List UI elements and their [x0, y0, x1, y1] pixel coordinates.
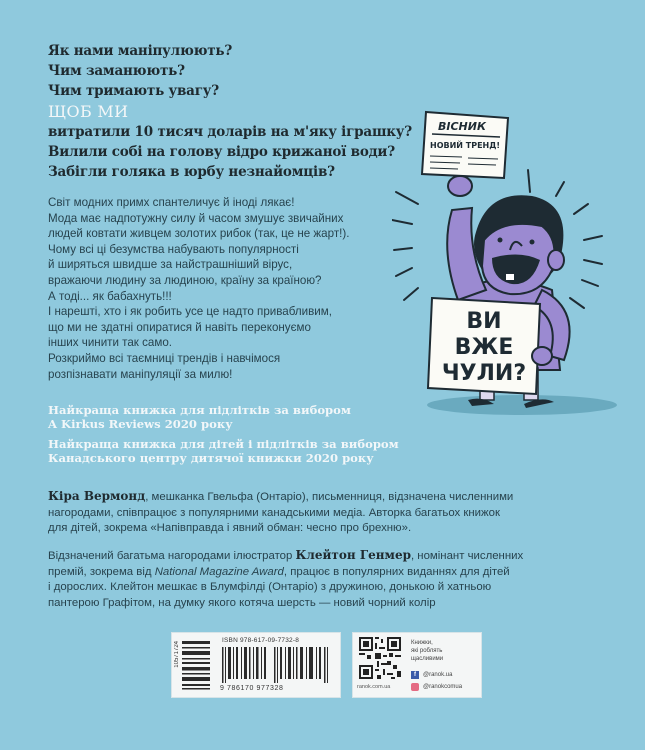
sign-board — [428, 298, 540, 394]
question-1: Як нами маніпулюють? — [48, 43, 233, 59]
slogan-line: Книжки, — [411, 640, 433, 646]
award-2 — [48, 437, 428, 465]
action-2: Вилили собі на голову відро крижаної води? — [48, 144, 395, 160]
isbn-label: ISBN 978-617-09-7732-8 — [222, 637, 300, 644]
action-1: витратили 10 тисяч доларів на м'яку іграшку? — [48, 124, 412, 140]
award-name: National Magazine Award — [154, 565, 284, 578]
blurb-line: Чому всі ці безумства набувають популярності — [48, 242, 299, 256]
instagram-icon — [411, 683, 419, 691]
blurb — [48, 195, 408, 382]
blurb-line: Розкриймо всі таємниці трендів і навчімося — [48, 351, 281, 365]
barcode-icon — [220, 647, 332, 683]
slogan-line: які роблять — [411, 648, 443, 654]
instagram-handle: @ranokcomua — [423, 684, 463, 690]
publisher-info — [352, 632, 482, 698]
bio-text: , працює в популярних виданнях для дітей — [283, 565, 510, 578]
illustration-kid-with-sign — [392, 100, 632, 420]
facebook-icon: f — [411, 671, 419, 679]
svg-text:ВЖЕ: ВЖЕ — [454, 335, 514, 360]
side-barcode-icon — [180, 639, 212, 691]
blurb-line: що ми не здатні опиратися й навіть переконуємо — [48, 320, 311, 334]
svg-text:НОВИЙ ТРЕНД!: НОВИЙ ТРЕНД! — [430, 141, 501, 150]
svg-text:ВІСНИК: ВІСНИК — [438, 120, 486, 133]
action-3: Забігли голяка в юрбу незнайомців? — [48, 164, 335, 180]
blurb-line: Світ модних примх спантеличує й іноді лякає! — [48, 196, 295, 209]
blurb-line: І нарешті, хто і як робить усе це надто привабливим, — [48, 305, 332, 319]
bio-text: , номінант численних — [410, 550, 524, 562]
svg-text:ЧУЛИ?: ЧУЛИ? — [441, 361, 527, 386]
award-line: Канадського центру дитячої книжки 2020 року — [48, 451, 374, 465]
blurb-line: інших чинити так само. — [48, 336, 172, 350]
illustrator-name: Клейтон Генмер — [295, 548, 411, 562]
bio-text: для дітей, зокрема «Напівправда і явний обман: чесно про брехню». — [48, 522, 412, 534]
slogan-line: щасливими — [411, 656, 444, 662]
facebook-handle: @ranok.ua — [423, 672, 453, 678]
website-link[interactable]: ranok.com.ua — [357, 684, 391, 690]
award-line: Найкраща книжка для дітей і підлітків за вибором — [48, 437, 399, 451]
blurb-line: розпізнавати маніпуляції за милю! — [48, 367, 233, 381]
svg-text:ВИ: ВИ — [466, 309, 502, 334]
publisher-slogan — [411, 639, 443, 663]
bio-text: , мешканка Гвельфа (Онтаріо), письменниця, відзначена численними — [145, 491, 514, 503]
bio-text: пантерою Графітом, на думку якого котяча шерсть — новий чорний колір — [48, 596, 436, 609]
bio-text: і дорослих. Клейтон мешкає в Блумфілді (Онтаріо) з дружиною, донькою й хатньою — [48, 581, 492, 593]
highlight-heading: ЩОБ МИ — [48, 102, 129, 121]
side-code: 10571724 — [174, 641, 180, 668]
barcode-number: 9 786170 977328 — [220, 685, 284, 692]
blurb-line: Мода має надпотужну силу й часом змушує звичайних — [48, 211, 344, 225]
question-2: Чим заманюють? — [48, 63, 185, 79]
award-line: A Kirkus Reviews 2020 року — [48, 417, 233, 431]
author-name: Кіра Вермонд — [48, 489, 146, 503]
author-bio — [48, 489, 608, 537]
facebook-link[interactable] — [411, 671, 452, 679]
illustrator-bio — [48, 548, 608, 611]
blurb-line: й ширяться швидше за найстрашніший вірус, — [48, 258, 293, 272]
instagram-link[interactable] — [411, 683, 462, 691]
blurb-line: вражаючи людину за людиною, країну за країною? — [48, 273, 322, 287]
award-line: Найкраща книжка для підлітків за вибором — [48, 403, 351, 417]
blurb-line: людей ковтати живцем золотих рибок (так, це не жарт!). — [48, 227, 350, 241]
award-1 — [48, 403, 428, 431]
bio-text: нагородами, співпрацює з популярними канадськими медіа. Авторка багатьох книжок — [48, 506, 500, 519]
question-3: Чим тримають увагу? — [48, 83, 219, 99]
isbn-barcode — [171, 632, 341, 698]
newspaper-icon — [422, 112, 508, 178]
blurb-line: А тоді... як бабахнуть!!! — [48, 289, 172, 303]
qr-code-icon[interactable] — [359, 637, 401, 679]
bio-text: премій, зокрема від — [48, 565, 155, 578]
bio-text: Відзначений багатьма нагородами ілюстратор — [48, 550, 296, 562]
